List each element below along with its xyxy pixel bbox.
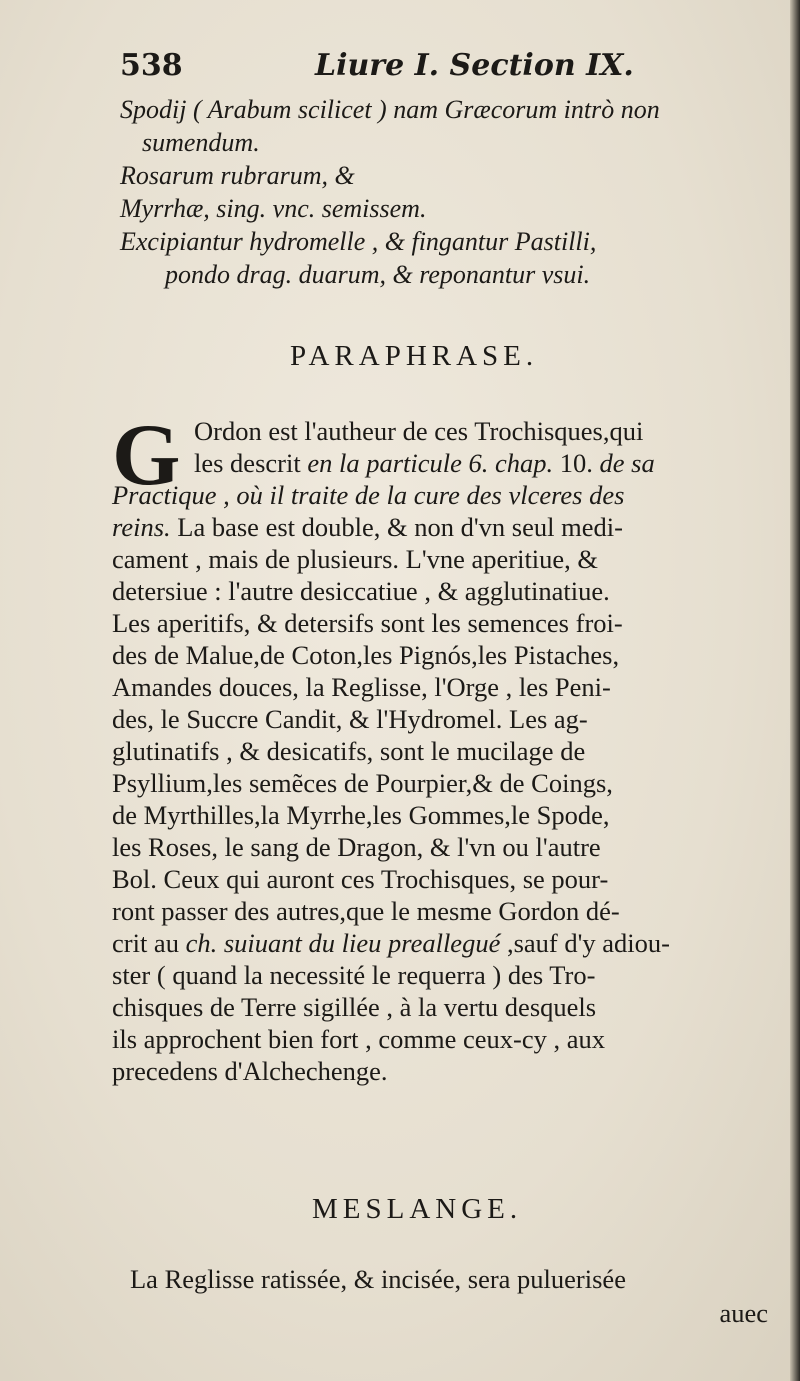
text-run-italic: de sa <box>599 448 655 478</box>
text-run-italic: en la particule 6. chap. <box>307 448 554 478</box>
text-line: Practique , où il traite de la cure des vlceres des <box>112 480 625 510</box>
text-line: de Myrthilles,la Myrrhe,les Gommes,le Spode, <box>112 800 610 830</box>
catchword: auec <box>719 1298 768 1328</box>
text-run: les descrit <box>194 448 308 478</box>
text-line: des de Malue,de Coton,les Pignós,les Pistaches, <box>112 640 620 670</box>
page-number: 538 <box>120 48 183 83</box>
latin-line: Myrrhæ, sing. vnc. semissem. <box>120 194 427 223</box>
meslange-text <box>130 1262 770 1330</box>
heading-paraphrase: PARAPHRASE. <box>290 340 539 372</box>
text-line: Les aperitifs, & detersifs sont les semences froi- <box>112 608 623 638</box>
text-line <box>112 511 772 543</box>
text-line: les Roses, le sang de Dragon, & l'vn ou l'autre <box>112 832 601 862</box>
text-line: detersiue : l'autre desiccatiue , & agglutinatiue. <box>112 576 610 606</box>
text-line: glutinatifs , & desicatifs, sont le mucilage de <box>112 736 586 766</box>
latin-line: Spodij ( Arabum scilicet ) nam Græcorum intrò non <box>120 95 660 124</box>
latin-line: Excipiantur hydromelle , & fingantur Pastilli, <box>120 227 597 256</box>
paraphrase-text <box>112 407 772 1087</box>
latin-line: pondo drag. duarum, & reponantur vsui. <box>165 260 591 289</box>
text-run: ,sauf d'y adiou- <box>500 928 670 958</box>
drop-cap: G <box>112 407 181 504</box>
text-line: ils approchent bien fort , comme ceux-cy , aux <box>112 1024 606 1054</box>
text-line: des, le Succre Candit, & l'Hydromel. Les ag- <box>112 704 588 734</box>
page-header <box>110 48 750 88</box>
text-line: Psyllium,les semẽces de Pourpier,& de Coings, <box>112 768 613 798</box>
text-line: ront passer des autres,que le mesme Gordon dé- <box>112 896 620 926</box>
running-head: Liure I. Section IX. <box>315 48 634 83</box>
page-edge-shadow <box>790 0 800 1381</box>
latin-line: sumendum. <box>142 128 260 157</box>
text-line: Bol. Ceux qui auront ces Trochisques, se pour- <box>112 864 609 894</box>
text-line: precedens d'Alchechenge. <box>112 1056 388 1086</box>
text-run-italic: ch. suiuant du lieu preallegué <box>185 928 501 958</box>
text-line: chisques de Terre sigillée , à la vertu desquels <box>112 992 597 1022</box>
text-line <box>112 927 772 959</box>
text-line: ster ( quand la necessité le requerra ) des Tro- <box>112 960 596 990</box>
text-run: La base est double, & non d'vn seul medi- <box>170 512 623 542</box>
text-line: cament , mais de plusieurs. L'vne aperitiue, & <box>112 544 599 574</box>
text-line: Ordon est l'autheur de ces Trochisques,qui <box>194 416 644 446</box>
latin-line: Rosarum rubrarum, & <box>120 161 355 190</box>
text-line: Amandes douces, la Reglisse, l'Orge , les Peni- <box>112 672 611 702</box>
text-run: crit au <box>112 928 186 958</box>
text-line <box>112 447 772 479</box>
text-run: 10. <box>553 448 600 478</box>
latin-recipe <box>120 93 770 291</box>
text-line: La Reglisse ratissée, & incisée, sera puluerisée <box>130 1264 626 1294</box>
text-run-italic: reins. <box>112 512 171 542</box>
heading-meslange: MESLANGE. <box>312 1193 523 1225</box>
